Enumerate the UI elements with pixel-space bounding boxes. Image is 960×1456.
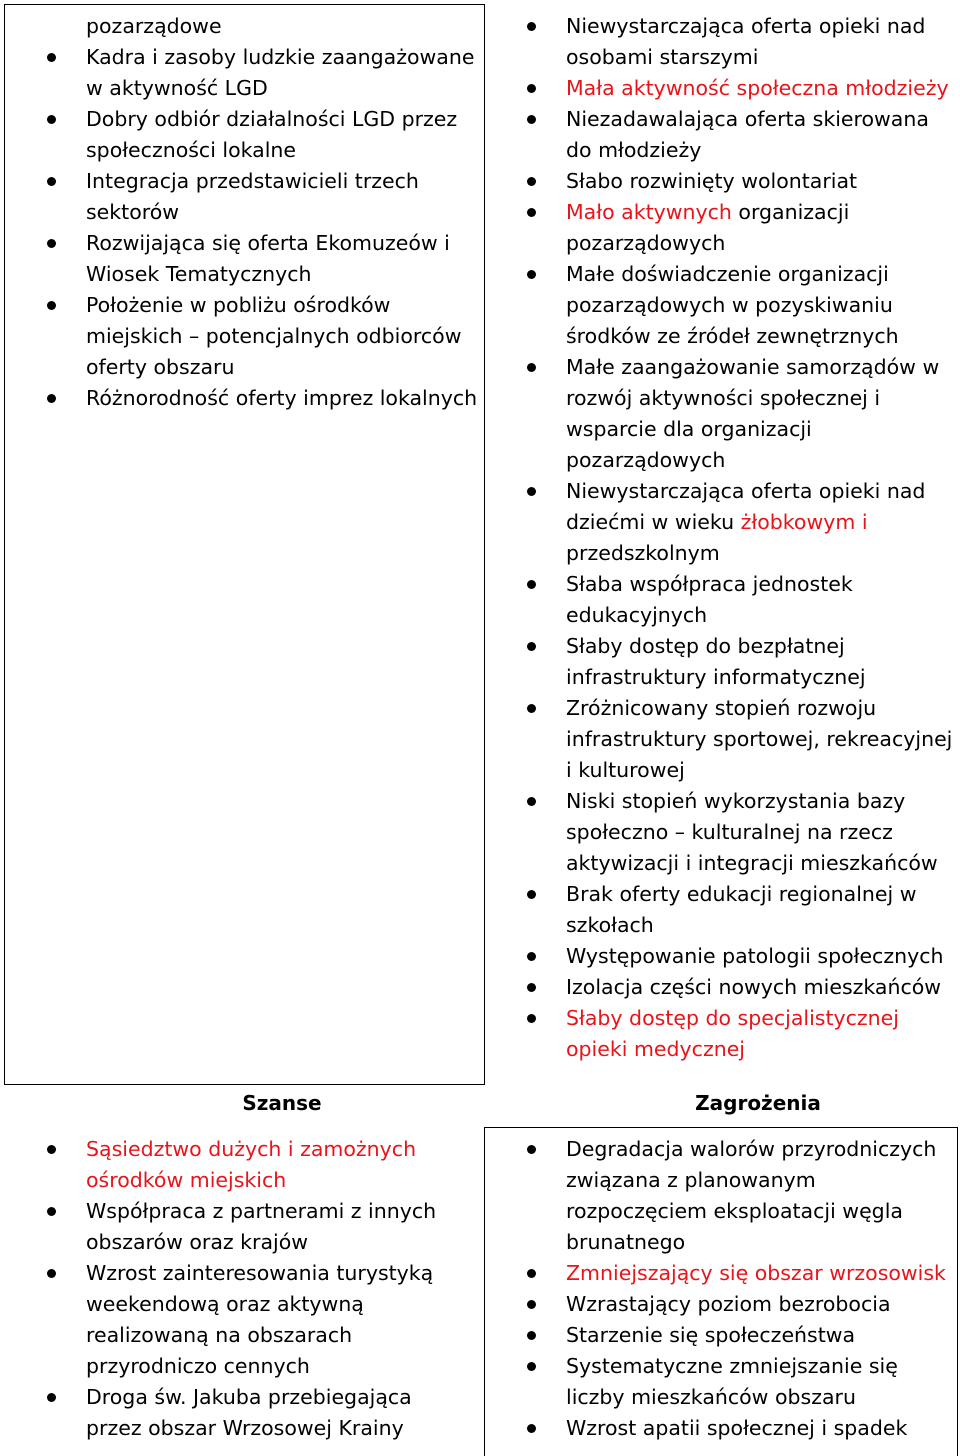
weaknesses-item — [566, 352, 956, 476]
bullet-icon — [47, 53, 56, 62]
weaknesses-item — [566, 476, 956, 569]
item-text: Zmniejszający się obszar wrzosowisk — [566, 1261, 946, 1285]
bullet-icon — [47, 1207, 56, 1216]
opportunities-list — [86, 1134, 466, 1444]
item-text: Wzrost zainteresowania turystyką weekendową oraz aktywną realizowaną na obszarach przyrodniczo cennych — [86, 1261, 434, 1378]
bullet-icon — [527, 1424, 536, 1433]
item-text: Słabo rozwinięty wolontariat — [566, 169, 858, 193]
strengths-item — [86, 228, 481, 290]
strengths-item — [86, 104, 481, 166]
item-text: Występowanie patologii społecznych — [566, 944, 944, 968]
bullet-icon — [527, 487, 536, 496]
item-text: Sąsiedztwo dużych i zamożnych ośrodków miejskich — [86, 1137, 417, 1192]
weaknesses-item — [566, 693, 956, 786]
opportunities-heading: Szanse — [242, 1091, 322, 1115]
bullet-icon — [527, 797, 536, 806]
item-text: Małe zaangażowanie samorządów w rozwój aktywności społecznej i wsparcie dla organizacji pozarządowych — [566, 355, 940, 472]
bullet-icon — [527, 363, 536, 372]
bullet-icon — [47, 1269, 56, 1278]
weaknesses-item — [566, 1003, 956, 1065]
strengths-list — [86, 42, 481, 414]
item-text: Starzenie się społeczeństwa — [566, 1323, 856, 1347]
bullet-icon — [527, 208, 536, 217]
item-text: Droga św. Jakuba przebiegająca przez obszar Wrzosowej Krainy — [86, 1385, 412, 1440]
weaknesses-item — [566, 259, 956, 352]
weaknesses-item — [566, 11, 956, 73]
threats-list — [566, 1134, 954, 1444]
bullet-icon — [47, 1393, 56, 1402]
weaknesses-item — [566, 104, 956, 166]
weaknesses-item — [566, 879, 956, 941]
weaknesses-item — [566, 73, 956, 104]
threats-item — [566, 1320, 954, 1351]
item-text: Wzrastający poziom bezrobocia — [566, 1292, 891, 1316]
strengths-continuation: pozarządowe — [86, 14, 222, 38]
item-text: Systematyczne zmniejszanie się liczby mieszkańców obszaru — [566, 1354, 898, 1409]
opportunities-item — [86, 1258, 466, 1382]
item-text: Mała aktywność społeczna młodzieży — [566, 76, 949, 100]
strengths-item — [86, 290, 481, 383]
bullet-icon — [527, 642, 536, 651]
item-text: Współpraca z partnerami z innych obszarów oraz krajów — [86, 1199, 437, 1254]
item-text: żłobkowym i — [740, 510, 868, 534]
bullet-icon — [527, 1145, 536, 1154]
bullet-icon — [527, 84, 536, 93]
bullet-icon — [527, 890, 536, 899]
item-text: Niewystarczająca oferta opieki nad dziećmi w wieku — [566, 479, 926, 534]
bullet-icon — [47, 239, 56, 248]
opportunities-item — [86, 1196, 466, 1258]
bullet-icon — [527, 1269, 536, 1278]
opportunities-item — [86, 1382, 466, 1444]
threats-heading: Zagrożenia — [695, 1091, 821, 1115]
weaknesses-list — [566, 11, 956, 1065]
bullet-icon — [47, 115, 56, 124]
bullet-icon — [47, 177, 56, 186]
weaknesses-item — [566, 941, 956, 972]
weaknesses-item — [566, 631, 956, 693]
item-text: Różnorodność oferty imprez lokalnych — [86, 386, 478, 410]
bullet-icon — [47, 1145, 56, 1154]
item-text: Brak oferty edukacji regionalnej w szkołach — [566, 882, 917, 937]
item-text: organizacji pozarządowych — [566, 200, 850, 255]
weaknesses-item — [566, 197, 956, 259]
strengths-item — [86, 166, 481, 228]
bullet-icon — [527, 1331, 536, 1340]
bullet-icon — [527, 704, 536, 713]
item-text: przedszkolnym — [566, 541, 720, 565]
item-text: Rozwijająca się oferta Ekomuzeów i Wiosek Tematycznych — [86, 231, 450, 286]
bullet-icon — [47, 301, 56, 310]
strengths-item — [86, 42, 481, 104]
item-text: Zróżnicowany stopień rozwoju infrastruktury sportowej, rekreacyjnej i kulturowej — [566, 696, 953, 782]
item-text: Wzrost apatii społecznej i spadek — [566, 1416, 908, 1440]
threats-item — [566, 1258, 954, 1289]
bullet-icon — [527, 983, 536, 992]
strengths-item — [86, 383, 481, 414]
item-text: Słaby dostęp do specjalistycznej opieki medycznej — [566, 1006, 899, 1061]
threats-item — [566, 1134, 954, 1258]
item-text: Słaby dostęp do bezpłatnej infrastruktury informatycznej — [566, 634, 866, 689]
threats-item — [566, 1351, 954, 1413]
item-text: Izolacja części nowych mieszkańców — [566, 975, 942, 999]
threats-item — [566, 1289, 954, 1320]
weaknesses-item — [566, 569, 956, 631]
bullet-icon — [47, 394, 56, 403]
weaknesses-item — [566, 786, 956, 879]
threats-item — [566, 1413, 954, 1444]
bullet-icon — [527, 115, 536, 124]
item-text: Słaba współpraca jednostek edukacyjnych — [566, 572, 853, 627]
bullet-icon — [527, 177, 536, 186]
item-text: Degradacja walorów przyrodniczych związana z planowanym rozpoczęciem eksploatacji węgla brunatnego — [566, 1137, 937, 1254]
item-text: Niewystarczająca oferta opieki nad osobami starszymi — [566, 14, 926, 69]
item-text: Integracja przedstawicieli trzech sektorów — [86, 169, 419, 224]
item-text: Kadra i zasoby ludzkie zaangażowane w aktywność LGD — [86, 45, 475, 100]
item-text: Niezadawalająca oferta skierowana do młodzieży — [566, 107, 929, 162]
weaknesses-item — [566, 166, 956, 197]
weaknesses-item — [566, 972, 956, 1003]
item-text: Położenie w pobliżu ośrodków miejskich – potencjalnych odbiorców oferty obszaru — [86, 293, 462, 379]
bullet-icon — [527, 580, 536, 589]
bullet-icon — [527, 952, 536, 961]
bullet-icon — [527, 1014, 536, 1023]
bullet-icon — [527, 1362, 536, 1371]
bullet-icon — [527, 1300, 536, 1309]
bullet-icon — [527, 22, 536, 31]
item-text: Niski stopień wykorzystania bazy społeczno – kulturalnej na rzecz aktywizacji i integracji mieszkańców — [566, 789, 938, 875]
item-text: Dobry odbiór działalności LGD przez społeczności lokalne — [86, 107, 458, 162]
bullet-icon — [527, 270, 536, 279]
item-text: Małe doświadczenie organizacji pozarządowych w pozyskiwaniu środków ze źródeł zewnętrznych — [566, 262, 899, 348]
opportunities-item — [86, 1134, 466, 1196]
item-text: Mało aktywnych — [566, 200, 732, 224]
